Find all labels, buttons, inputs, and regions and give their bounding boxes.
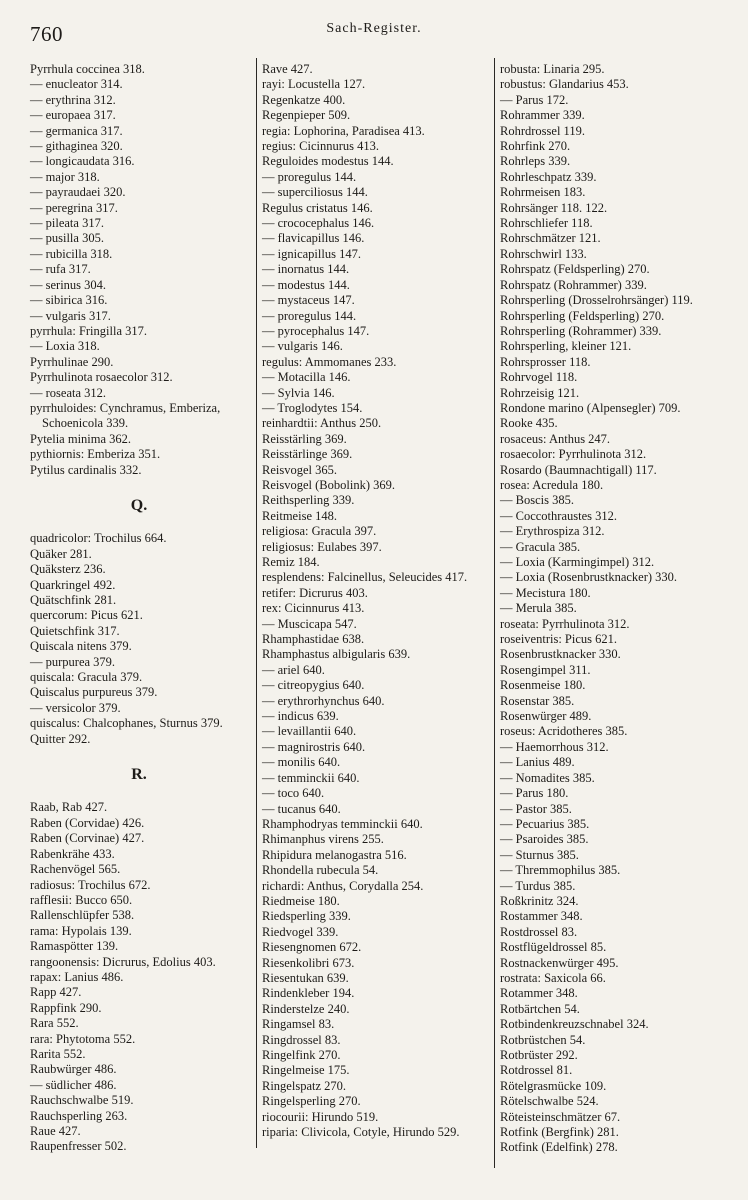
index-entry: — vulgaris 317.	[30, 308, 111, 323]
index-entry: — superciliosus 144.	[262, 185, 368, 200]
index-entry: — levaillantii 640.	[262, 724, 357, 739]
index-entry: Rhipidura melanogastra 516.	[262, 847, 407, 862]
index-entry: Rabenkrähe 433.	[30, 846, 115, 861]
page-number: 760	[30, 22, 63, 46]
index-entry: Rotbindenkreuzschnabel 324.	[500, 1017, 649, 1032]
index-entry: roseiventris: Picus 621.	[500, 632, 618, 647]
index-entry: — rubicilla 318.	[30, 246, 113, 261]
index-entry: Ringamsel 83.	[262, 1017, 335, 1032]
index-entry: — Sturnus 385.	[500, 847, 579, 862]
index-entry: — monilis 640.	[262, 755, 341, 770]
section-heading-q: Q.	[130, 496, 148, 514]
index-entry: — versicolor 379.	[30, 700, 121, 715]
index-entry: — crococephalus 146.	[262, 216, 375, 231]
index-entry: riocourii: Hirundo 519.	[262, 1109, 379, 1124]
index-entry: Rohrschwirl 133.	[500, 246, 587, 261]
index-entry: Rosenbrustknacker 330.	[500, 647, 621, 662]
index-entry: Rhamphodryas temminckii 640.	[262, 816, 423, 831]
index-entry: Rinderstelze 240.	[262, 1001, 350, 1016]
index-entry: Rara 552.	[30, 1016, 79, 1031]
index-entry: — südlicher 486.	[30, 1077, 117, 1092]
index-entry: — githaginea 320.	[30, 139, 123, 154]
index-entry: — Haemorrhous 312.	[500, 739, 609, 754]
index-entry: — toco 640.	[262, 786, 325, 801]
index-entry: — Boscis 385.	[500, 493, 574, 508]
index-entry: Rohrmeisen 183.	[500, 185, 586, 200]
index-entry: Rosenstar 385.	[500, 693, 575, 708]
index-entry: pyrrhuloides: Cynchramus, Emberiza, Schoenicola 339.	[30, 400, 221, 431]
index-entry: — Thremmophilus 385.	[500, 863, 621, 878]
index-entry: Rötelschwalbe 524.	[500, 1094, 599, 1109]
index-entry: Pyrrhula coccinea 318.	[30, 62, 145, 76]
index-entry: Rostammer 348.	[500, 909, 583, 924]
index-entry: Rhamphastidae 638.	[262, 632, 365, 647]
index-entry: Reisstärlinge 369.	[262, 447, 353, 462]
index-entry: Regulus cristatus 146.	[262, 200, 373, 215]
index-entry: rangoonensis: Dicrurus, Edolius 403.	[30, 954, 216, 969]
index-entry: Rotbrüster 292.	[500, 1048, 578, 1062]
index-entry: Raue 427.	[30, 1124, 81, 1138]
index-entry: reinhardtii: Anthus 250.	[262, 416, 382, 431]
index-entry: — Merula 385.	[500, 601, 577, 616]
index-entry: Rapp 427.	[30, 985, 82, 1000]
index-entry: Pytelia minima 362.	[30, 431, 132, 446]
index-entry: Quätschfink 281.	[30, 593, 117, 607]
index-entry: Rohrsperling (Rohrammer) 339.	[500, 323, 662, 338]
index-entry: rex: Cicinnurus 413.	[262, 601, 365, 616]
index-entry: — erythrorhynchus 640.	[262, 693, 385, 708]
index-entry: Roßkrinitz 324.	[500, 893, 579, 908]
index-entry: — Sylvia 146.	[262, 385, 335, 400]
index-entry: — Turdus 385.	[500, 878, 576, 893]
index-entry: — Nomadites 385.	[500, 770, 595, 785]
index-entry: — Loxia 318.	[30, 339, 100, 354]
index-entry: — flavicapillus 146.	[262, 231, 365, 246]
index-entry: Rotbärtchen 54.	[500, 1001, 580, 1016]
index-entry: — Loxia (Karmingimpel) 312.	[500, 555, 655, 569]
index-entry: — citreopygius 640.	[262, 678, 365, 693]
index-entry: — Coccothraustes 312.	[500, 508, 617, 523]
index-entry: — germanica 317.	[30, 123, 123, 138]
index-entry: radiosus: Trochilus 672.	[30, 877, 151, 892]
index-entry: quadricolor: Trochilus 664.	[30, 531, 167, 546]
index-entry: Reisvogel (Bobolink) 369.	[262, 477, 395, 492]
index-entry: rosaceus: Anthus 247.	[500, 431, 611, 446]
index-entry: Pyrrhulinota rosaecolor 312.	[30, 370, 173, 385]
index-entry: — modestus 144.	[262, 277, 350, 292]
column-rule-left	[256, 58, 257, 1148]
index-entry: Quiscala nitens 379.	[30, 639, 132, 654]
index-entry: — inornatus 144.	[262, 262, 350, 277]
index-entry: Quitter 292.	[30, 731, 91, 746]
column-rule-right	[494, 58, 495, 1168]
index-entry: — pyrocephalus 147.	[262, 323, 370, 338]
index-entry: rafflesii: Bucco 650.	[30, 892, 133, 907]
index-entry: Rotbrüstchen 54.	[500, 1032, 586, 1047]
index-entry: Rohrsprosser 118.	[500, 354, 591, 369]
index-column-middle	[262, 62, 492, 1140]
index-entry: — pusilla 305.	[30, 231, 104, 246]
index-entry: — Pastor 385.	[500, 801, 572, 816]
index-entry: Reisvogel 365.	[262, 462, 337, 477]
index-entry: pythiornis: Emberiza 351.	[30, 447, 161, 462]
index-entry: — Pecuarius 385.	[500, 816, 590, 831]
index-entry: religiosa: Gracula 397.	[262, 524, 377, 539]
index-entry: Rotfink (Edelfink) 278.	[500, 1140, 618, 1155]
index-entry: Rhondella rubecula 54.	[262, 863, 379, 878]
index-entry: Rohrschmätzer 121.	[500, 231, 601, 246]
index-entry: quiscala: Gracula 379.	[30, 670, 143, 685]
index-entry: Quäksterz 236.	[30, 562, 106, 577]
index-entry: — pileata 317.	[30, 216, 104, 231]
index-entry: Rohrleschpatz 339.	[500, 169, 597, 184]
index-entry: — Troglodytes 154.	[262, 400, 363, 415]
index-column-left	[30, 62, 248, 1155]
index-entry: — indicus 639.	[262, 709, 339, 724]
index-entry: Regenpieper 509.	[262, 108, 351, 123]
index-entry: — Mecistura 180.	[500, 585, 591, 600]
index-entry: robusta: Linaria 295.	[500, 62, 605, 76]
index-entry: retifer: Dicrurus 403.	[262, 585, 368, 600]
index-entry: rapax: Lanius 486.	[30, 969, 124, 984]
index-entry: Reguloides modestus 144.	[262, 154, 394, 169]
index-entry: Ringelmeise 175.	[262, 1063, 350, 1078]
index-entry: — Muscicapa 547.	[262, 616, 357, 631]
index-entry: Rotammer 348.	[500, 986, 578, 1001]
index-entry: Quarkringel 492.	[30, 577, 116, 592]
index-entry: rama: Hypolais 139.	[30, 923, 132, 938]
entry-group-right	[500, 62, 740, 1156]
entry-group-r	[30, 800, 248, 1154]
index-entry: rayi: Locustella 127.	[262, 77, 366, 92]
index-entry: — serinus 304.	[30, 277, 107, 292]
index-entry: Rohrschliefer 118.	[500, 216, 593, 231]
index-entry: Rohrspatz (Rohrammer) 339.	[500, 277, 647, 292]
index-entry: Rauchsperling 263.	[30, 1108, 128, 1123]
index-entry: — purpurea 379.	[30, 654, 116, 669]
index-entry: rostrata: Saxicola 66.	[500, 970, 606, 985]
index-entry: Rostflügeldrossel 85.	[500, 940, 607, 955]
index-entry: religiosus: Eulabes 397.	[262, 539, 382, 554]
index-entry: Riedvogel 339.	[262, 924, 339, 939]
index-entry: Rachenvögel 565.	[30, 862, 121, 877]
index-entry: — Lanius 489.	[500, 755, 575, 770]
index-entry: Ringelsperling 270.	[262, 1094, 361, 1109]
index-entry: Rohrvogel 118.	[500, 370, 578, 385]
index-entry: Rallenschlüpfer 538.	[30, 908, 135, 923]
index-entry: — major 318.	[30, 169, 100, 184]
index-entry: Rohrsperling (Drosselrohrsänger) 119.	[500, 293, 693, 308]
index-entry: Rosenwürger 489.	[500, 709, 592, 724]
index-entry: Rosardo (Baumnachtigall) 117.	[500, 462, 657, 477]
index-entry: — ignicapillus 147.	[262, 246, 361, 261]
index-entry: Riesentukan 639.	[262, 970, 349, 985]
index-entry: — sibirica 316.	[30, 293, 108, 308]
index-entry: — proregulus 144.	[262, 308, 357, 323]
index-entry: Riesengnomen 672.	[262, 940, 362, 955]
index-entry: roseata: Pyrrhulinota 312.	[500, 616, 630, 631]
index-entry: — roseata 312.	[30, 385, 107, 400]
index-entry: regia: Lophorina, Paradisea 413.	[262, 123, 425, 138]
index-entry: — longicaudata 316.	[30, 154, 135, 169]
index-entry: robustus: Glandarius 453.	[500, 77, 629, 92]
index-entry: Rosenmeise 180.	[500, 678, 586, 693]
index-entry: Riedmeise 180.	[262, 893, 340, 908]
index-entry: Rauchschwalbe 519.	[30, 1093, 134, 1108]
index-entry: Raben (Corvinae) 427.	[30, 831, 145, 846]
index-entry: Raubwürger 486.	[30, 1062, 117, 1077]
index-entry: resplendens: Falcinellus, Seleucides 417.	[262, 570, 468, 585]
index-entry: Rindenkleber 194.	[262, 986, 355, 1001]
index-entry: Quietschfink 317.	[30, 623, 120, 638]
index-entry: — Parus 172.	[500, 92, 569, 107]
index-entry: regius: Cicinnurus 413.	[262, 139, 380, 154]
index-entry: Rhamphastus albigularis 639.	[262, 647, 411, 662]
index-entry: Rohrdrossel 119.	[500, 123, 585, 138]
index-entry: — tucanus 640.	[262, 801, 341, 816]
entry-group-q	[30, 531, 248, 747]
index-entry: — mystaceus 147.	[262, 293, 355, 308]
index-entry: rara: Phytotoma 552.	[30, 1031, 136, 1046]
index-entry: pyrrhula: Fringilla 317.	[30, 323, 147, 338]
index-entry: Reithsperling 339.	[262, 493, 355, 508]
index-entry: Rohrsperling (Feldsperling) 270.	[500, 308, 665, 323]
index-entry: rosea: Acredula 180.	[500, 477, 604, 492]
index-entry: Ringelspatz 270.	[262, 1078, 347, 1093]
index-entry: — payraudaei 320.	[30, 185, 126, 200]
entry-group-p	[30, 62, 248, 478]
index-entry: Rave 427.	[262, 62, 313, 76]
section-heading-r: R.	[131, 766, 147, 784]
index-entry: — erythrina 312.	[30, 92, 116, 107]
index-entry: Rhimanphus virens 255.	[262, 832, 384, 847]
index-entry: Raben (Corvidae) 426.	[30, 815, 145, 830]
index-entry: Quäker 281.	[30, 546, 92, 561]
index-entry: — Psaroides 385.	[500, 832, 589, 847]
index-entry: Rostnackenwürger 495.	[500, 955, 619, 970]
index-entry: Rohrammer 339.	[500, 108, 585, 123]
index-entry: Rondone marino (Alpensegler) 709.	[500, 400, 681, 415]
index-entry: Rohrzeisig 121.	[500, 385, 580, 400]
index-entry: Regenkatze 400.	[262, 92, 346, 107]
index-entry: Reisstärling 369.	[262, 431, 347, 446]
index-entry: — proregulus 144.	[262, 169, 357, 184]
index-entry: quercorum: Picus 621.	[30, 608, 143, 623]
index-entry: Raupenfresser 502.	[30, 1139, 127, 1154]
index-entry: Rohrfink 270.	[500, 139, 571, 154]
index-entry: Reitmeise 148.	[262, 508, 337, 523]
index-entry: — vulgaris 146.	[262, 339, 343, 354]
index-entry: quiscalus: Chalcophanes, Sturnus 379.	[30, 716, 223, 731]
index-entry: — europaea 317.	[30, 108, 116, 123]
running-head: Sach-Register.	[326, 21, 422, 36]
index-entry: Rosengimpel 311.	[500, 662, 591, 677]
index-entry: Rooke 435.	[500, 416, 558, 431]
index-entry: Rohrsperling, kleiner 121.	[500, 339, 632, 354]
index-entry: — peregrina 317.	[30, 200, 118, 215]
index-entry: Rappfink 290.	[30, 1000, 102, 1015]
index-entry: Remiz 184.	[262, 555, 320, 569]
index-entry: — Motacilla 146.	[262, 370, 351, 385]
index-entry: Röteisteinschmätzer 67.	[500, 1109, 621, 1124]
index-entry: — enucleator 314.	[30, 77, 123, 92]
index-entry: Ringelfink 270.	[262, 1048, 341, 1062]
index-entry: — Parus 180.	[500, 786, 569, 801]
index-entry: Riedsperling 339.	[262, 909, 351, 924]
index-entry: — Erythrospiza 312.	[500, 524, 605, 539]
index-entry: Rostdrossel 83.	[500, 924, 578, 939]
index-entry: Pytilus cardinalis 332.	[30, 462, 142, 477]
index-entry: Riesenkolibri 673.	[262, 955, 355, 970]
index-entry: Pyrrhulinae 290.	[30, 354, 114, 369]
index-entry: Ringdrossel 83.	[262, 1032, 341, 1047]
index-entry: rosaecolor: Pyrrhulinota 312.	[500, 447, 647, 462]
index-entry: Rohrsänger 118. 122.	[500, 200, 608, 215]
index-entry: roseus: Acridotheres 385.	[500, 724, 628, 739]
index-entry: Rotfink (Bergfink) 281.	[500, 1125, 619, 1140]
index-entry: Rotdrossel 81.	[500, 1063, 573, 1078]
index-column-right	[500, 62, 740, 1156]
index-entry: — temminckii 640.	[262, 770, 360, 785]
index-entry: regulus: Ammomanes 233.	[262, 354, 397, 369]
index-entry: — Gracula 385.	[500, 539, 581, 554]
index-entry: — ariel 640.	[262, 662, 325, 677]
index-entry: Quiscalus purpureus 379.	[30, 685, 158, 700]
index-entry: Rötelgrasmücke 109.	[500, 1078, 607, 1093]
entry-group-middle	[262, 62, 492, 1140]
index-entry: richardi: Anthus, Corydalla 254.	[262, 878, 424, 893]
index-entry: Rohrleps 339.	[500, 154, 571, 169]
index-entry: — rufa 317.	[30, 262, 91, 277]
index-entry: Rohrspatz (Feldsperling) 270.	[500, 262, 650, 277]
index-entry: Raab, Rab 427.	[30, 800, 108, 815]
index-entry: Rarita 552.	[30, 1046, 86, 1061]
index-entry: — Loxia (Rosenbrustknacker) 330.	[500, 570, 678, 585]
index-entry: — magnirostris 640.	[262, 739, 366, 754]
index-entry: Ramaspötter 139.	[30, 939, 119, 954]
index-entry: riparia: Clivicola, Cotyle, Hirundo 529.	[262, 1125, 460, 1140]
